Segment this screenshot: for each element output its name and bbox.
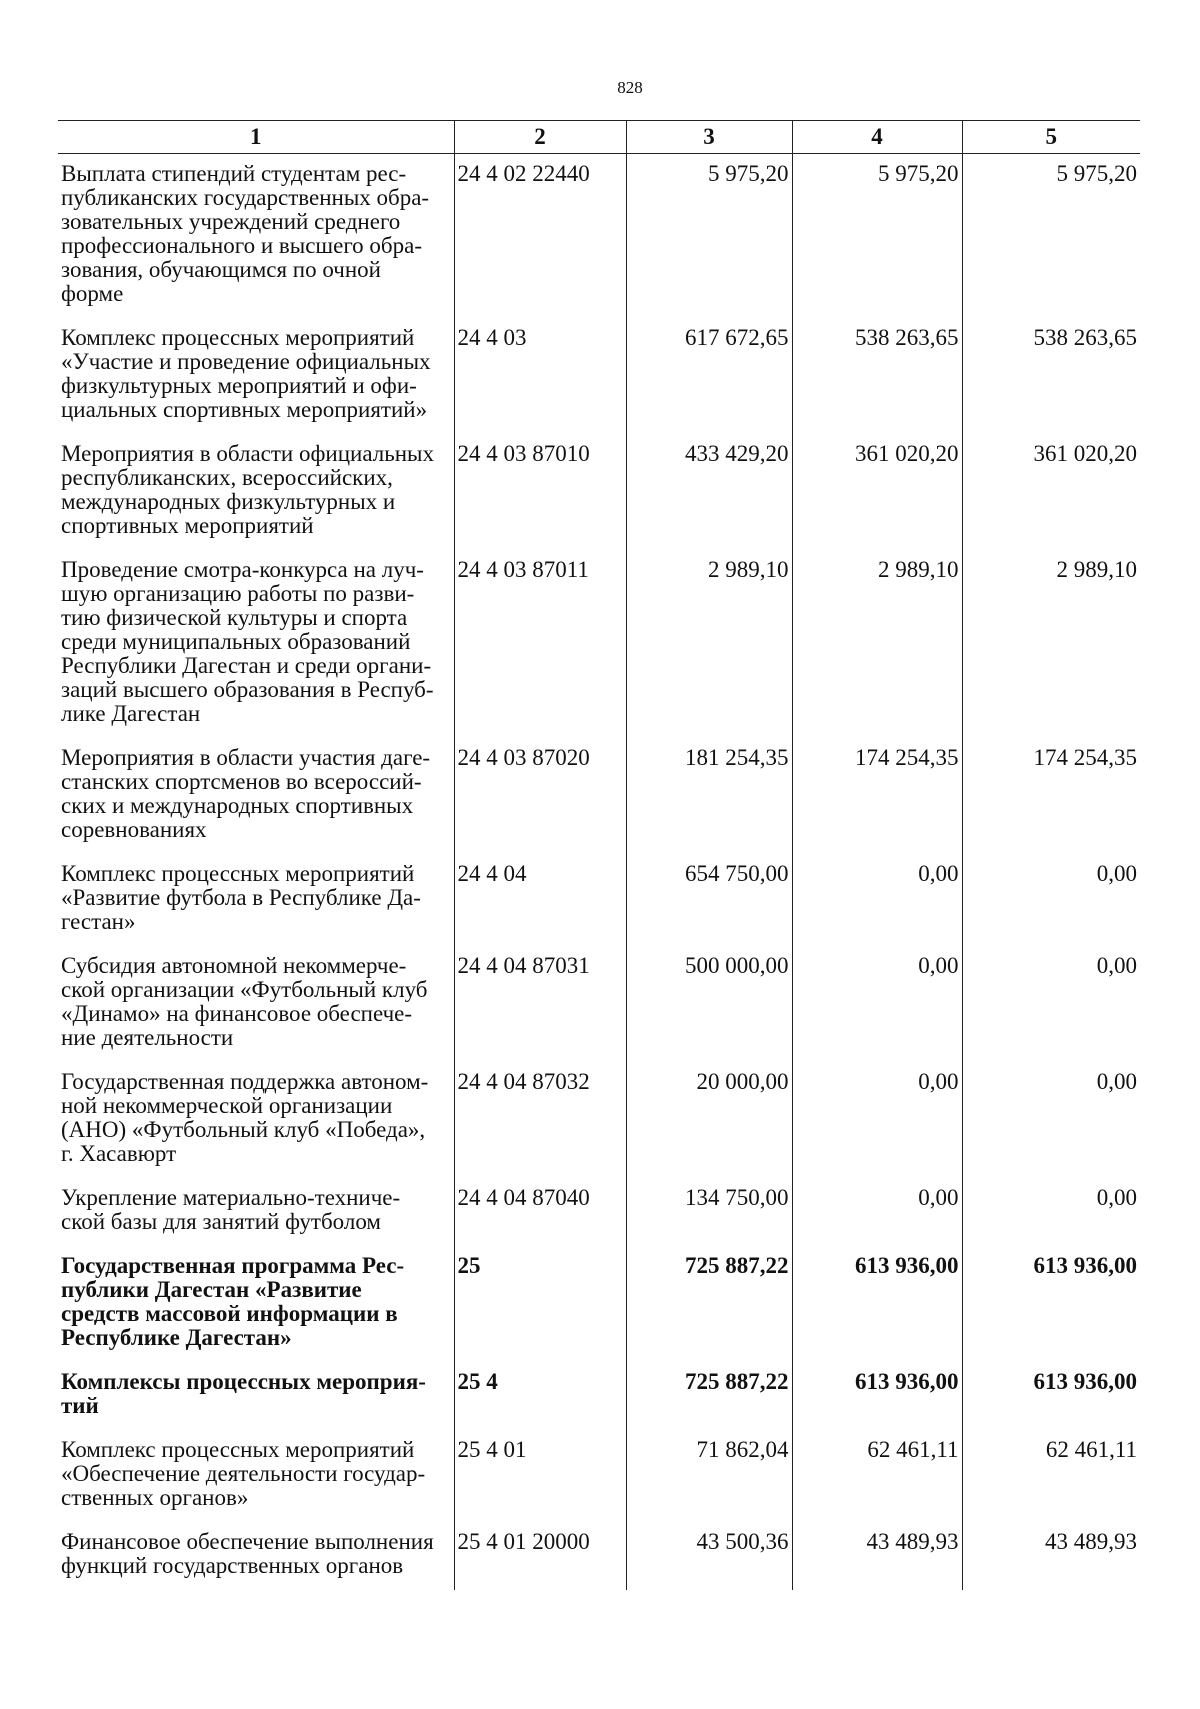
row-value-col4: 613 936,00 — [792, 1362, 962, 1430]
row-name-cell: Проведение смотра-конкурса на луч- шую организацию работы по разви- тию физической культуры и спорта среди муниципальных образований Республики Дагестан и среди органи- заций высшего образования в Респуб- лике Дагестан — [61, 557, 434, 726]
row-name-cell: Комплекс процессных мероприятий «Обеспечение деятельности государ- ственных органов» — [61, 1437, 426, 1510]
row-name-cell: Комплекс процессных мероприятий «Развитие футбола в Республике Да- гестан» — [61, 861, 421, 934]
column-header-1: 1 — [58, 121, 454, 154]
row-value-col3: 20 000,00 — [626, 1062, 792, 1178]
row-value-col3: 725 887,22 — [626, 1246, 792, 1362]
row-value-col4: 0,00 — [792, 1062, 962, 1178]
row-name-cell: Государственная программа Рес- публики Дагестан «Развитие средств массовой информации в Республике Дагестан» — [61, 1253, 405, 1350]
table-row — [58, 318, 1140, 434]
row-code-cell: 24 4 04 87032 — [454, 1062, 626, 1178]
header-row — [58, 121, 1140, 154]
table-row — [58, 1246, 1140, 1362]
column-header-4: 4 — [792, 121, 962, 154]
row-value-col5: 0,00 — [962, 946, 1140, 1062]
row-code-cell: 24 4 03 — [454, 318, 626, 434]
row-value-col4: 2 989,10 — [792, 550, 962, 738]
row-code-cell: 24 4 02 22440 — [454, 154, 626, 319]
table-header — [58, 121, 1140, 154]
page-number: 828 — [617, 78, 643, 97]
row-name-cell: Мероприятия в области официальных республиканских, всероссийских, международных физкультурных и спортивных мероприятий — [61, 441, 434, 538]
row-value-col5: 0,00 — [962, 1062, 1140, 1178]
column-header-2: 2 — [454, 121, 626, 154]
row-value-col3: 134 750,00 — [626, 1178, 792, 1246]
row-value-col5: 43 489,93 — [962, 1522, 1140, 1590]
table-row — [58, 1522, 1140, 1590]
row-value-col5: 0,00 — [962, 854, 1140, 946]
row-value-col3: 433 429,20 — [626, 434, 792, 550]
row-value-col4: 0,00 — [792, 854, 962, 946]
row-name-cell: Субсидия автономной некоммерче- ской организации «Футбольный клуб «Динамо» на финансовое обеспече- ние деятельности — [61, 953, 428, 1050]
row-value-col5: 2 989,10 — [962, 550, 1140, 738]
row-value-col3: 500 000,00 — [626, 946, 792, 1062]
row-value-col5: 62 461,11 — [962, 1430, 1140, 1522]
row-value-col5: 174 254,35 — [962, 738, 1140, 854]
row-code-cell: 24 4 03 87020 — [454, 738, 626, 854]
row-value-col3: 5 975,20 — [626, 154, 792, 319]
column-header-3: 3 — [626, 121, 792, 154]
row-code-cell: 25 — [454, 1246, 626, 1362]
row-code-cell: 24 4 04 — [454, 854, 626, 946]
row-value-col3: 725 887,22 — [626, 1362, 792, 1430]
row-name-cell: Комплексы процессных мероприя- тий — [61, 1369, 426, 1418]
row-value-col5: 0,00 — [962, 1178, 1140, 1246]
row-value-col4: 613 936,00 — [792, 1246, 962, 1362]
table-row — [58, 854, 1140, 946]
row-value-col3: 2 989,10 — [626, 550, 792, 738]
row-name-cell: Выплата стипендий студентам рес- публиканских государственных обра- зовательных учреждений среднего профессионального и высшего обра- зования, обучающимся по очной форме — [61, 161, 430, 306]
row-value-col3: 617 672,65 — [626, 318, 792, 434]
row-name-cell: Мероприятия в области участия даге- станских спортсменов во всероссий- ских и международных спортивных соревнованиях — [61, 745, 431, 842]
row-code-cell: 24 4 04 87040 — [454, 1178, 626, 1246]
row-name-cell: Финансовое обеспечение выполнения функций государственных органов — [61, 1529, 434, 1578]
row-value-col4: 0,00 — [792, 946, 962, 1062]
row-name-cell: Укрепление материально-техниче- ской базы для занятий футболом — [61, 1185, 401, 1234]
table-row — [58, 1430, 1140, 1522]
table-body — [58, 154, 1140, 1591]
row-value-col5: 538 263,65 — [962, 318, 1140, 434]
row-value-col5: 361 020,20 — [962, 434, 1140, 550]
table-row — [58, 1062, 1140, 1178]
row-name-cell: Комплекс процессных мероприятий «Участие и проведение официальных физкультурных мероприятий и офи- циальных спортивных мероприятий» — [61, 325, 431, 422]
row-value-col5: 613 936,00 — [962, 1246, 1140, 1362]
row-value-col3: 71 862,04 — [626, 1430, 792, 1522]
table-row — [58, 434, 1140, 550]
row-value-col5: 613 936,00 — [962, 1362, 1140, 1430]
row-code-cell: 24 4 04 87031 — [454, 946, 626, 1062]
row-value-col3: 181 254,35 — [626, 738, 792, 854]
row-value-col4: 5 975,20 — [792, 154, 962, 319]
table-row — [58, 946, 1140, 1062]
row-value-col4: 361 020,20 — [792, 434, 962, 550]
row-value-col3: 43 500,36 — [626, 1522, 792, 1590]
row-value-col4: 0,00 — [792, 1178, 962, 1246]
row-value-col4: 538 263,65 — [792, 318, 962, 434]
table-row — [58, 1362, 1140, 1430]
row-code-cell: 24 4 03 87011 — [454, 550, 626, 738]
row-code-cell: 24 4 03 87010 — [454, 434, 626, 550]
table-row — [58, 1178, 1140, 1246]
table-row — [58, 738, 1140, 854]
row-value-col3: 654 750,00 — [626, 854, 792, 946]
row-code-cell: 25 4 — [454, 1362, 626, 1430]
row-value-col4: 43 489,93 — [792, 1522, 962, 1590]
row-value-col4: 174 254,35 — [792, 738, 962, 854]
table-row — [58, 154, 1140, 319]
row-value-col4: 62 461,11 — [792, 1430, 962, 1522]
row-code-cell: 25 4 01 20000 — [454, 1522, 626, 1590]
table-row — [58, 550, 1140, 738]
row-name-cell: Государственная поддержка автоном- ной некоммерческой организации (АНО) «Футбольный клуб «Победа», г. Хасавюрт — [61, 1069, 429, 1166]
row-code-cell: 25 4 01 — [454, 1430, 626, 1522]
column-header-5: 5 — [962, 121, 1140, 154]
budget-table — [58, 120, 1140, 1590]
row-value-col5: 5 975,20 — [962, 154, 1140, 319]
